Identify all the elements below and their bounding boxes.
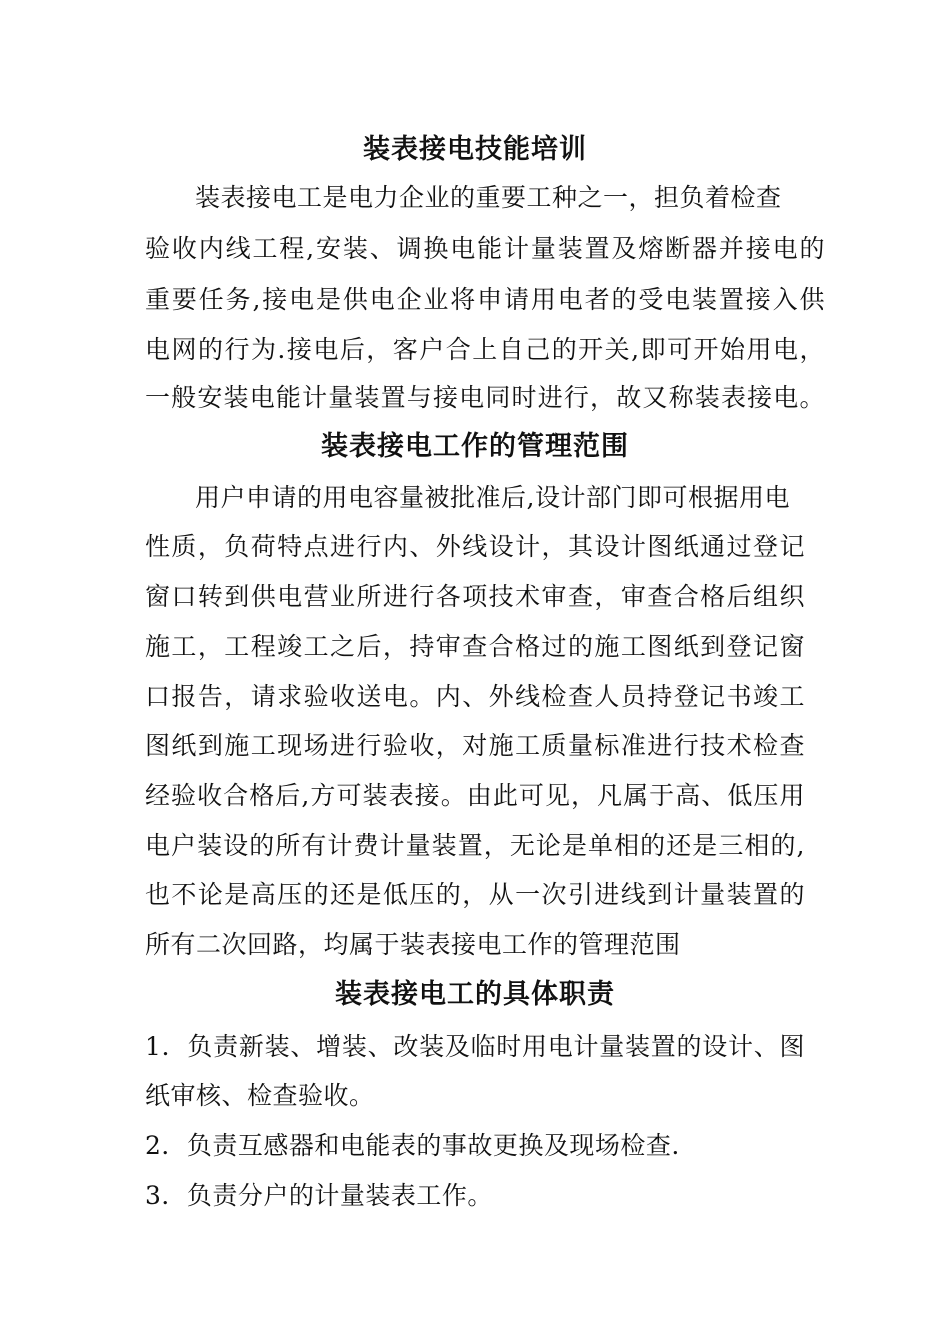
list-item: 2．负责互感器和电能表的事故更换及现场检查. [145, 1131, 680, 1160]
section-title-duties: 装表接电工的具体职责 [335, 979, 615, 1010]
paragraph-line: 验收内线工程,安装、调换电能计量装置及熔断器并接电的 [145, 234, 825, 263]
paragraph-line: 窗口转到供电营业所进行各项技术审查，审查合格后组织 [145, 582, 805, 611]
paragraph-line: 性质，负荷特点进行内、外线设计，其设计图纸通过登记 [145, 532, 805, 561]
paragraph-line: 电网的行为.接电后，客户合上自己的开关,即可开始用电， [145, 335, 825, 364]
list-item: 1．负责新装、增装、改装及临时用电计量装置的设计、图 [145, 1032, 805, 1061]
paragraph-line: 也不论是高压的还是低压的，从一次引进线到计量装置的 [145, 880, 805, 909]
paragraph-line: 重要任务,接电是供电企业将申请用电者的受电装置接入供 [145, 285, 825, 314]
paragraph-line: 一般安装电能计量装置与接电同时进行，故又称装表接电。 [145, 383, 825, 412]
paragraph-line: 用户申请的用电容量被批准后,设计部门即可根据用电 [195, 483, 790, 512]
paragraph-line: 装表接电工是电力企业的重要工种之一，担负着检查 [195, 183, 782, 212]
paragraph-line: 所有二次回路，均属于装表接电工作的管理范围 [145, 930, 681, 959]
paragraph-line: 经验收合格后,方可装表接。由此可见，凡属于高、低压用 [145, 781, 805, 810]
list-item: 3．负责分户的计量装表工作。 [145, 1181, 493, 1210]
paragraph-line: 电户装设的所有计费计量装置，无论是单相的还是三相的, [145, 831, 805, 860]
list-item-continuation: 纸审核、检查验收。 [145, 1081, 375, 1110]
paragraph-line: 图纸到施工现场进行验收，对施工质量标准进行技术检查 [145, 731, 805, 760]
section-title-scope: 装表接电工作的管理范围 [321, 431, 629, 462]
section-title-training: 装表接电技能培训 [363, 134, 587, 165]
paragraph-line: 口报告，请求验收送电。内、外线检查人员持登记书竣工 [145, 682, 805, 711]
paragraph-line: 施工，工程竣工之后，持审查合格过的施工图纸到登记窗 [145, 632, 805, 661]
